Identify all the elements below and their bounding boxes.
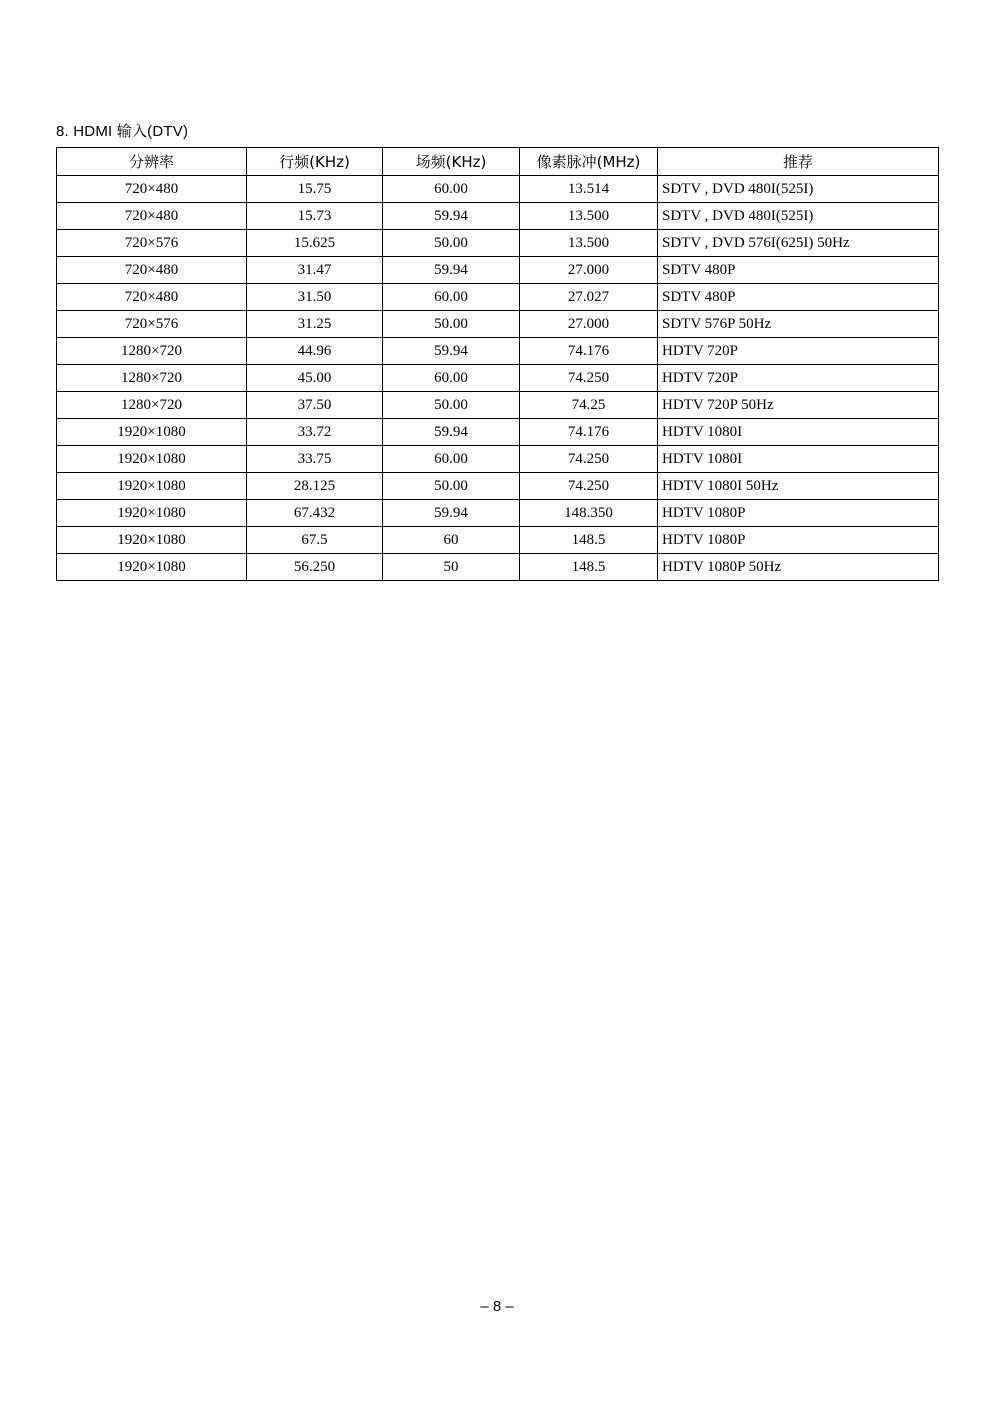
cell-recommendation: HDTV 1080I 50Hz <box>658 473 939 500</box>
table-row <box>57 500 939 527</box>
cell-resolution: 1280×720 <box>57 338 247 365</box>
cell-vertical-frequency: 59.94 <box>383 338 520 365</box>
cell-resolution: 1280×720 <box>57 365 247 392</box>
cell-vertical-frequency: 59.94 <box>383 203 520 230</box>
header-vertical-frequency: 场频(KHz) <box>383 148 520 176</box>
cell-recommendation: HDTV 1080P <box>658 500 939 527</box>
cell-pixel-clock: 74.250 <box>520 446 658 473</box>
cell-horizontal-frequency: 15.75 <box>247 176 383 203</box>
table-row <box>57 311 939 338</box>
cell-recommendation: SDTV 480P <box>658 284 939 311</box>
cell-resolution: 720×480 <box>57 203 247 230</box>
cell-resolution: 720×576 <box>57 311 247 338</box>
cell-recommendation: HDTV 1080P 50Hz <box>658 554 939 581</box>
cell-vertical-frequency: 50 <box>383 554 520 581</box>
cell-resolution: 1920×1080 <box>57 446 247 473</box>
cell-recommendation: SDTV 576P 50Hz <box>658 311 939 338</box>
cell-horizontal-frequency: 67.5 <box>247 527 383 554</box>
cell-horizontal-frequency: 33.72 <box>247 419 383 446</box>
cell-horizontal-frequency: 31.47 <box>247 257 383 284</box>
cell-pixel-clock: 13.500 <box>520 203 658 230</box>
cell-recommendation: HDTV 1080P <box>658 527 939 554</box>
cell-horizontal-frequency: 56.250 <box>247 554 383 581</box>
cell-pixel-clock: 74.250 <box>520 473 658 500</box>
cell-pixel-clock: 74.250 <box>520 365 658 392</box>
cell-pixel-clock: 148.5 <box>520 554 658 581</box>
cell-vertical-frequency: 60.00 <box>383 284 520 311</box>
cell-recommendation: HDTV 1080I <box>658 446 939 473</box>
cell-horizontal-frequency: 45.00 <box>247 365 383 392</box>
table-row <box>57 365 939 392</box>
cell-vertical-frequency: 59.94 <box>383 500 520 527</box>
cell-vertical-frequency: 60 <box>383 527 520 554</box>
cell-vertical-frequency: 60.00 <box>383 365 520 392</box>
cell-resolution: 720×480 <box>57 284 247 311</box>
table-row <box>57 527 939 554</box>
table-row <box>57 392 939 419</box>
table-row <box>57 257 939 284</box>
cell-horizontal-frequency: 31.25 <box>247 311 383 338</box>
cell-vertical-frequency: 59.94 <box>383 419 520 446</box>
cell-resolution: 720×480 <box>57 257 247 284</box>
cell-resolution: 1920×1080 <box>57 527 247 554</box>
cell-horizontal-frequency: 15.625 <box>247 230 383 257</box>
cell-pixel-clock: 27.000 <box>520 311 658 338</box>
cell-horizontal-frequency: 67.432 <box>247 500 383 527</box>
section-title: 8. HDMI 输入(DTV) <box>56 123 189 140</box>
table-header-row <box>57 148 939 176</box>
cell-resolution: 1920×1080 <box>57 419 247 446</box>
cell-resolution: 1920×1080 <box>57 500 247 527</box>
table-row <box>57 338 939 365</box>
cell-resolution: 1920×1080 <box>57 554 247 581</box>
cell-recommendation: SDTV , DVD 576I(625I) 50Hz <box>658 230 939 257</box>
cell-pixel-clock: 148.5 <box>520 527 658 554</box>
cell-recommendation: HDTV 720P 50Hz <box>658 392 939 419</box>
cell-resolution: 1920×1080 <box>57 473 247 500</box>
cell-horizontal-frequency: 33.75 <box>247 446 383 473</box>
cell-horizontal-frequency: 28.125 <box>247 473 383 500</box>
table-row <box>57 230 939 257</box>
header-recommendation: 推荐 <box>658 148 939 176</box>
cell-recommendation: HDTV 1080I <box>658 419 939 446</box>
cell-pixel-clock: 74.25 <box>520 392 658 419</box>
cell-pixel-clock: 148.350 <box>520 500 658 527</box>
table-row <box>57 176 939 203</box>
cell-resolution: 720×480 <box>57 176 247 203</box>
cell-vertical-frequency: 50.00 <box>383 473 520 500</box>
cell-recommendation: HDTV 720P <box>658 338 939 365</box>
table-row <box>57 554 939 581</box>
table-row <box>57 419 939 446</box>
cell-horizontal-frequency: 44.96 <box>247 338 383 365</box>
hdmi-timing-table <box>56 147 939 581</box>
cell-pixel-clock: 13.500 <box>520 230 658 257</box>
cell-pixel-clock: 27.027 <box>520 284 658 311</box>
cell-vertical-frequency: 60.00 <box>383 446 520 473</box>
cell-recommendation: SDTV , DVD 480I(525I) <box>658 203 939 230</box>
cell-horizontal-frequency: 31.50 <box>247 284 383 311</box>
cell-vertical-frequency: 50.00 <box>383 392 520 419</box>
cell-vertical-frequency: 50.00 <box>383 311 520 338</box>
cell-resolution: 1280×720 <box>57 392 247 419</box>
cell-recommendation: SDTV , DVD 480I(525I) <box>658 176 939 203</box>
table-row <box>57 473 939 500</box>
header-pixel-clock: 像素脉冲(MHz) <box>520 148 658 176</box>
cell-pixel-clock: 74.176 <box>520 338 658 365</box>
cell-pixel-clock: 74.176 <box>520 419 658 446</box>
cell-vertical-frequency: 59.94 <box>383 257 520 284</box>
cell-vertical-frequency: 60.00 <box>383 176 520 203</box>
cell-vertical-frequency: 50.00 <box>383 230 520 257</box>
header-horizontal-frequency: 行频(KHz) <box>247 148 383 176</box>
cell-pixel-clock: 13.514 <box>520 176 658 203</box>
cell-recommendation: HDTV 720P <box>658 365 939 392</box>
cell-resolution: 720×576 <box>57 230 247 257</box>
cell-recommendation: SDTV 480P <box>658 257 939 284</box>
cell-horizontal-frequency: 37.50 <box>247 392 383 419</box>
table-row <box>57 446 939 473</box>
page-number: – 8 – <box>480 1298 514 1315</box>
header-resolution: 分辨率 <box>57 148 247 176</box>
table-row <box>57 203 939 230</box>
cell-pixel-clock: 27.000 <box>520 257 658 284</box>
cell-horizontal-frequency: 15.73 <box>247 203 383 230</box>
table-row <box>57 284 939 311</box>
